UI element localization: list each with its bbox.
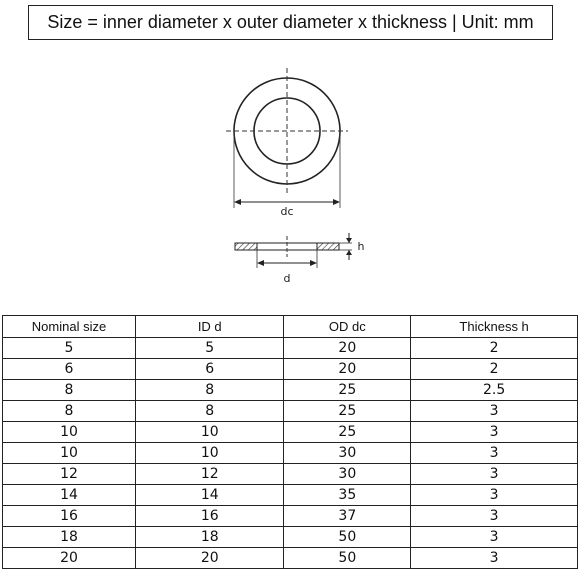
- table-row: [3, 380, 578, 401]
- id-cell: 10: [136, 443, 284, 464]
- id-cell: 16: [136, 506, 284, 527]
- od-cell: 37: [284, 506, 411, 527]
- nominal-size-cell: 18: [3, 527, 136, 548]
- nominal-size-cell: 12: [3, 464, 136, 485]
- od-cell: 25: [284, 401, 411, 422]
- thickness-cell: 3: [411, 401, 578, 422]
- left-section: [235, 243, 257, 250]
- washer-side-view: [235, 233, 365, 285]
- id-cell: 18: [136, 527, 284, 548]
- thickness-cell: 2: [411, 359, 578, 380]
- table-row: [3, 506, 578, 527]
- table-row: [3, 338, 578, 359]
- id-cell: 8: [136, 380, 284, 401]
- header-od: OD dc: [284, 316, 411, 338]
- table-row: [3, 464, 578, 485]
- nominal-size-cell: 8: [3, 401, 136, 422]
- outer-diameter-label: dc: [280, 205, 294, 218]
- thickness-label: h: [357, 240, 365, 253]
- table-row: [3, 527, 578, 548]
- thickness-cell: 2: [411, 338, 578, 359]
- nominal-size-cell: 6: [3, 359, 136, 380]
- id-cell: 14: [136, 485, 284, 506]
- table-row: [3, 422, 578, 443]
- od-cell: 35: [284, 485, 411, 506]
- id-cell: 20: [136, 548, 284, 569]
- washer-top-view: [226, 68, 348, 218]
- table-row: [3, 359, 578, 380]
- thickness-cell: 3: [411, 464, 578, 485]
- nominal-size-cell: 8: [3, 380, 136, 401]
- od-cell: 20: [284, 359, 411, 380]
- od-cell: 30: [284, 443, 411, 464]
- id-cell: 12: [136, 464, 284, 485]
- id-cell: 8: [136, 401, 284, 422]
- table-row: [3, 443, 578, 464]
- thickness-cell: 3: [411, 548, 578, 569]
- od-cell: 25: [284, 422, 411, 443]
- inner-diameter-label: d: [283, 272, 291, 285]
- id-cell: 10: [136, 422, 284, 443]
- thickness-cell: 3: [411, 506, 578, 527]
- nominal-size-cell: 10: [3, 422, 136, 443]
- size-table: [2, 315, 578, 569]
- id-cell: 6: [136, 359, 284, 380]
- header-id: ID d: [136, 316, 284, 338]
- od-cell: 50: [284, 527, 411, 548]
- table-row: [3, 548, 578, 569]
- thickness-cell: 3: [411, 443, 578, 464]
- thickness-cell: 3: [411, 485, 578, 506]
- id-cell: 5: [136, 338, 284, 359]
- thickness-cell: 2.5: [411, 380, 578, 401]
- thickness-cell: 3: [411, 422, 578, 443]
- nominal-size-cell: 14: [3, 485, 136, 506]
- od-cell: 30: [284, 464, 411, 485]
- header-thickness: Thickness h: [411, 316, 578, 338]
- nominal-size-cell: 5: [3, 338, 136, 359]
- table-row: [3, 401, 578, 422]
- nominal-size-cell: 20: [3, 548, 136, 569]
- nominal-size-cell: 10: [3, 443, 136, 464]
- od-cell: 20: [284, 338, 411, 359]
- table-row: [3, 485, 578, 506]
- od-cell: 25: [284, 380, 411, 401]
- nominal-size-cell: 16: [3, 506, 136, 527]
- od-cell: 50: [284, 548, 411, 569]
- thickness-cell: 3: [411, 527, 578, 548]
- spec-title: Size = inner diameter x outer diameter x thickness | Unit: mm: [28, 5, 553, 40]
- table-header-row: [3, 316, 578, 338]
- right-section: [317, 243, 339, 250]
- header-nominal-size: Nominal size: [3, 316, 136, 338]
